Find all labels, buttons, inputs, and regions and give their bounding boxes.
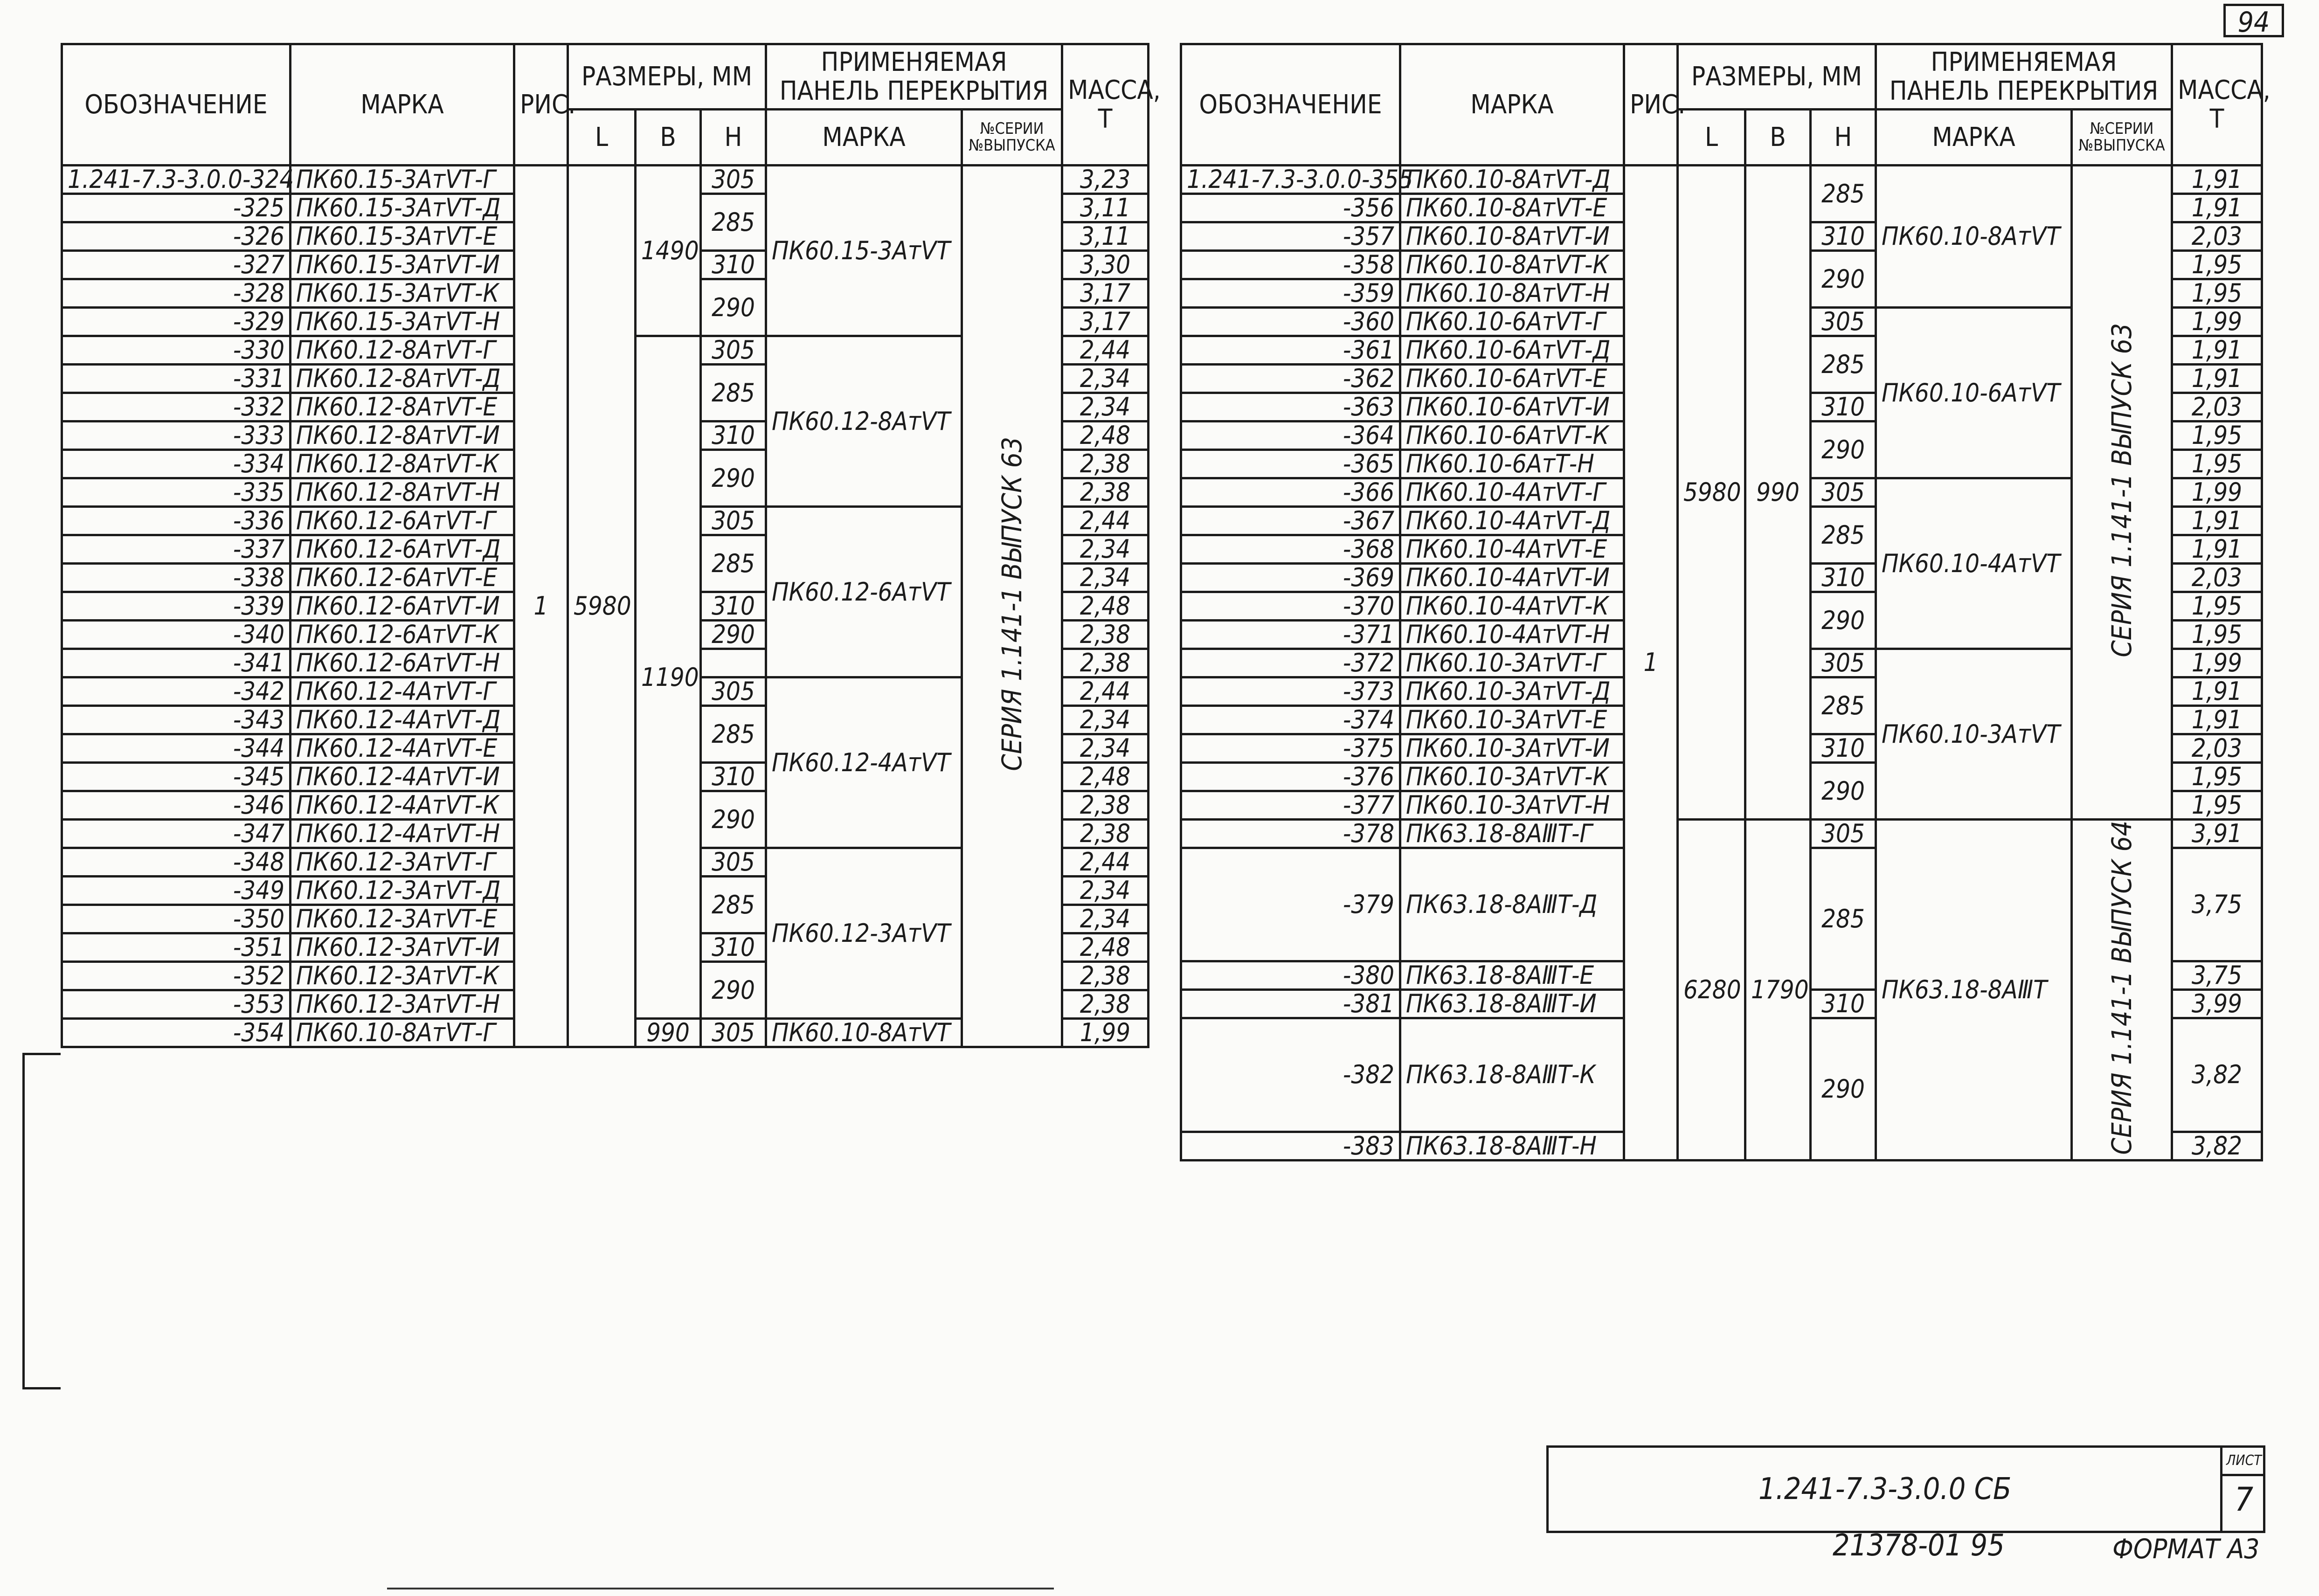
mark-cell: ПК60.10-8АтⅤТ-Н <box>1400 279 1624 308</box>
header-mass: МАССА, Т <box>1062 44 1149 166</box>
mark-cell: ПК60.10-8АтⅤТ-К <box>1400 251 1624 279</box>
page-number: 94 <box>2237 6 2270 39</box>
mark-cell: ПК60.10-3АтⅤТ-Г <box>1400 649 1624 677</box>
panel-mark-cell: ПК60.10-4АтⅤТ <box>1876 478 2072 649</box>
H-cell: 305 <box>1811 649 1876 677</box>
series-cell <box>2072 820 2172 1161</box>
mass-cell: 1,99 <box>2172 478 2262 507</box>
designation-cell: -335 <box>62 478 291 507</box>
mass-cell: 2,38 <box>1062 990 1149 1019</box>
mass-cell: 1,95 <box>2172 251 2262 279</box>
header-applied-panel: ПРИМЕНЯЕМАЯ ПАНЕЛЬ ПЕРЕКРЫТИЯ <box>766 44 1062 110</box>
table-row <box>1181 166 2262 194</box>
designation-cell: -338 <box>62 564 291 592</box>
mark-cell: ПК60.10-8АтⅤТ-Е <box>1400 194 1624 222</box>
mass-cell: 2,48 <box>1062 933 1149 962</box>
mass-cell: 2,03 <box>2172 734 2262 763</box>
designation-cell: -368 <box>1181 535 1400 564</box>
header-L: L <box>568 110 636 166</box>
H-cell: 285 <box>701 365 766 421</box>
H-cell: 290 <box>1811 1018 1876 1160</box>
B-cell: 1790 <box>1745 820 1811 1161</box>
mark-cell: ПК60.10-4АтⅤТ-Г <box>1400 478 1624 507</box>
mark-cell: ПК60.12-6АтⅤТ-И <box>291 592 514 621</box>
mass-cell: 2,34 <box>1062 393 1149 421</box>
panel-mark-cell: ПК60.10-8АтⅤТ <box>1876 166 2072 308</box>
B-cell: 1490 <box>636 166 701 336</box>
mass-cell: 3,30 <box>1062 251 1149 279</box>
H-cell: 290 <box>1811 763 1876 820</box>
mass-cell: 3,75 <box>2172 961 2262 990</box>
mark-cell: ПК60.12-6АтⅤТ-К <box>291 621 514 649</box>
designation-cell: -326 <box>62 222 291 251</box>
mass-cell: 2,03 <box>2172 393 2262 421</box>
doc-code: 1.241-7.3-3.0.0 СБ <box>1758 1472 2012 1506</box>
mass-cell: 2,38 <box>1062 621 1149 649</box>
designation-cell: -371 <box>1181 621 1400 649</box>
mark-cell: ПК63.18-8АⅢТ-К <box>1400 1018 1624 1132</box>
H-cell: 305 <box>701 166 766 194</box>
mark-cell: ПК60.12-4АтⅤТ-К <box>291 791 514 820</box>
designation-cell: -336 <box>62 507 291 535</box>
mass-cell: 1,91 <box>2172 507 2262 535</box>
H-cell: 290 <box>1811 421 1876 478</box>
mass-cell: 2,03 <box>2172 564 2262 592</box>
designation-cell: -328 <box>62 279 291 308</box>
mark-cell: ПК63.18-8АⅢТ-Г <box>1400 820 1624 848</box>
H-cell: 305 <box>701 507 766 535</box>
mass-cell: 2,38 <box>1062 820 1149 848</box>
header-sizes: РАЗМЕРЫ, ММ <box>568 44 766 110</box>
H-cell: 310 <box>701 592 766 621</box>
B-cell: 990 <box>1745 166 1811 820</box>
header-H-right: Н <box>1811 110 1876 166</box>
mark-cell: ПК60.12-6АтⅤТ-Г <box>291 507 514 535</box>
mark-cell: ПК60.10-8АтⅤТ-Г <box>291 1019 514 1047</box>
mark-cell: ПК60.12-3АтⅤТ-Г <box>291 848 514 877</box>
mass-cell: 2,48 <box>1062 421 1149 450</box>
mark-cell: ПК63.18-8АⅢТ-Е <box>1400 961 1624 990</box>
H-cell: 305 <box>701 1019 766 1047</box>
H-cell: 310 <box>1811 734 1876 763</box>
mark-cell: ПК63.18-8АⅢТ-Д <box>1400 848 1624 961</box>
H-cell: 310 <box>1811 222 1876 251</box>
H-cell: 285 <box>1811 677 1876 734</box>
mark-cell: ПК60.10-8АтⅤТ-И <box>1400 222 1624 251</box>
mass-cell: 1,95 <box>2172 450 2262 478</box>
designation-cell: -333 <box>62 421 291 450</box>
mark-cell: ПК60.10-3АтⅤТ-К <box>1400 763 1624 791</box>
mass-cell: 2,48 <box>1062 592 1149 621</box>
mass-cell: 1,95 <box>2172 763 2262 791</box>
mass-cell: 2,03 <box>2172 222 2262 251</box>
designation-cell: -325 <box>62 194 291 222</box>
designation-cell: -364 <box>1181 421 1400 450</box>
mass-cell: 2,34 <box>1062 905 1149 933</box>
header-H: Н <box>701 110 766 166</box>
designation-cell: -360 <box>1181 308 1400 336</box>
page-number-box <box>2223 4 2284 37</box>
left-spec-table <box>61 43 1161 1048</box>
H-cell: 310 <box>701 251 766 279</box>
panel-mark-cell: ПК60.12-4АтⅤТ <box>766 677 962 848</box>
designation-cell: -343 <box>62 706 291 734</box>
mass-cell: 3,17 <box>1062 279 1149 308</box>
mass-cell: 2,44 <box>1062 848 1149 877</box>
mass-cell: 1,91 <box>2172 677 2262 706</box>
mark-cell: ПК60.10-6АтⅤТ-Д <box>1400 336 1624 365</box>
H-cell: 290 <box>1811 251 1876 308</box>
mark-cell: ПК60.15-3АтⅤТ-Е <box>291 222 514 251</box>
table-row <box>1181 820 2262 848</box>
mark-cell: ПК60.10-3АтⅤТ-И <box>1400 734 1624 763</box>
designation-cell: -337 <box>62 535 291 564</box>
mark-cell: ПК63.18-8АⅢТ-И <box>1400 990 1624 1018</box>
mark-cell: ПК60.10-3АтⅤТ-Н <box>1400 791 1624 820</box>
mass-cell: 1,91 <box>2172 365 2262 393</box>
designation-cell: -378 <box>1181 820 1400 848</box>
designation-cell: -345 <box>62 763 291 791</box>
panel-mark-cell: ПК60.12-6АтⅤТ <box>766 507 962 677</box>
designation-cell: -329 <box>62 308 291 336</box>
H-cell: 290 <box>701 279 766 336</box>
H-cell: 285 <box>1811 507 1876 564</box>
H-cell: 285 <box>1811 336 1876 393</box>
H-cell: 290 <box>701 791 766 848</box>
H-cell: 285 <box>701 706 766 763</box>
designation-cell: -346 <box>62 791 291 820</box>
designation-cell: -331 <box>62 365 291 393</box>
designation-cell: -332 <box>62 393 291 421</box>
H-cell: 305 <box>701 677 766 706</box>
mark-cell: ПК60.10-4АтⅤТ-Н <box>1400 621 1624 649</box>
mark-cell: ПК60.15-3АтⅤТ-Д <box>291 194 514 222</box>
designation-cell: -347 <box>62 820 291 848</box>
mark-cell: ПК60.10-6АтТ-Н <box>1400 450 1624 478</box>
header-applied-panel-right: ПРИМЕНЯЕМАЯ ПАНЕЛЬ ПЕРЕКРЫТИЯ <box>1876 44 2172 110</box>
H-cell: 305 <box>1811 478 1876 507</box>
mass-cell: 3,11 <box>1062 222 1149 251</box>
bottom-rule <box>387 1588 1054 1589</box>
designation-cell: -357 <box>1181 222 1400 251</box>
mark-cell: ПК60.10-4АтⅤТ-И <box>1400 564 1624 592</box>
designation-cell: -358 <box>1181 251 1400 279</box>
H-cell: 285 <box>1811 166 1876 222</box>
H-cell: 285 <box>701 877 766 933</box>
mass-cell: 2,38 <box>1062 450 1149 478</box>
B-cell: 1190 <box>636 336 701 1019</box>
designation-cell: -380 <box>1181 961 1400 990</box>
mass-cell: 1,91 <box>2172 535 2262 564</box>
margin-bracket-tick <box>22 1053 61 1055</box>
designation-cell: -349 <box>62 877 291 905</box>
panel-mark-cell: ПК60.10-6АтⅤТ <box>1876 308 2072 478</box>
header-designation: ОБОЗНАЧЕНИЕ <box>62 44 291 166</box>
designation-cell: -370 <box>1181 592 1400 621</box>
designation-cell: 1.241-7.3-3.0.0-324 <box>62 166 291 194</box>
B-cell: 990 <box>636 1019 701 1047</box>
mass-cell: 2,38 <box>1062 791 1149 820</box>
mark-cell: ПК60.12-3АтⅤТ-Д <box>291 877 514 905</box>
mass-cell: 2,38 <box>1062 478 1149 507</box>
fig-cell: 1 <box>514 166 568 1047</box>
mass-cell: 3,23 <box>1062 166 1149 194</box>
mark-cell: ПК60.12-8АтⅤТ-Д <box>291 365 514 393</box>
mark-cell: ПК60.12-4АтⅤТ-Е <box>291 734 514 763</box>
series-cell <box>2072 166 2172 820</box>
mass-cell: 2,34 <box>1062 734 1149 763</box>
H-cell: 285 <box>1811 848 1876 990</box>
mark-cell: ПК60.12-6АтⅤТ-Е <box>291 564 514 592</box>
mass-cell: 3,75 <box>2172 848 2262 961</box>
series-label: СЕРИЯ 1.141-1 ВЫПУСК 63 <box>2105 323 2138 657</box>
fig-cell: 1 <box>1624 166 1678 1161</box>
mark-cell: ПК60.12-8АтⅤТ-Н <box>291 478 514 507</box>
mark-cell: ПК60.12-4АтⅤТ-Д <box>291 706 514 734</box>
H-cell: 305 <box>701 848 766 877</box>
mass-cell: 3,99 <box>2172 990 2262 1018</box>
mass-cell: 3,17 <box>1062 308 1149 336</box>
designation-cell: -342 <box>62 677 291 706</box>
sheet-cell <box>2220 1448 2265 1531</box>
designation-cell: -374 <box>1181 706 1400 734</box>
header-fig: РИС. <box>514 44 568 166</box>
inventory-number: 21378-01 95 <box>1833 1528 2005 1563</box>
designation-cell: -353 <box>62 990 291 1019</box>
mass-cell: 1,99 <box>1062 1019 1149 1047</box>
mass-cell: 2,44 <box>1062 336 1149 365</box>
mark-cell: ПК60.10-4АтⅤТ-Е <box>1400 535 1624 564</box>
mark-cell: ПК60.10-4АтⅤТ-К <box>1400 592 1624 621</box>
header-series-issue-right: №СЕРИИ №ВЫПУСКА <box>2072 110 2172 166</box>
designation-cell: -379 <box>1181 848 1400 961</box>
mark-cell: ПК60.12-3АтⅤТ-Е <box>291 905 514 933</box>
margin-bracket-line <box>22 1053 25 1389</box>
designation-cell: -383 <box>1181 1132 1400 1160</box>
designation-cell: -354 <box>62 1019 291 1047</box>
mass-cell: 1,99 <box>2172 649 2262 677</box>
mass-cell: 2,34 <box>1062 564 1149 592</box>
mass-cell: 2,34 <box>1062 365 1149 393</box>
H-cell: 310 <box>1811 564 1876 592</box>
designation-cell: -363 <box>1181 393 1400 421</box>
mark-cell: ПК60.12-4АтⅤТ-И <box>291 763 514 791</box>
designation-cell: -330 <box>62 336 291 365</box>
designation-cell: -369 <box>1181 564 1400 592</box>
mark-cell: ПК60.12-8АтⅤТ-И <box>291 421 514 450</box>
series-label: СЕРИЯ 1.141-1 ВЫПУСК 64 <box>2105 821 2138 1155</box>
header-mark: МАРКА <box>291 44 514 166</box>
H-cell: 310 <box>701 421 766 450</box>
H-cell: 305 <box>701 336 766 365</box>
H-cell <box>701 649 766 677</box>
mark-cell: ПК60.10-6АтⅤТ-Г <box>1400 308 1624 336</box>
designation-cell: -344 <box>62 734 291 763</box>
mark-cell: ПК60.10-4АтⅤТ-Д <box>1400 507 1624 535</box>
format-label: ФОРМАТ А3 <box>2112 1533 2260 1565</box>
sheet-label: ЛИСТ <box>2222 1448 2265 1476</box>
title-block <box>1546 1445 2265 1533</box>
mass-cell: 1,95 <box>2172 592 2262 621</box>
H-cell: 285 <box>701 535 766 592</box>
mark-cell: ПК60.10-8АтⅤТ-Д <box>1400 166 1624 194</box>
mark-cell: ПК60.10-6АтⅤТ-Е <box>1400 365 1624 393</box>
designation-cell: -372 <box>1181 649 1400 677</box>
mark-cell: ПК60.15-3АтⅤТ-И <box>291 251 514 279</box>
mark-cell: ПК60.10-3АтⅤТ-Е <box>1400 706 1624 734</box>
mark-cell: ПК60.12-8АтⅤТ-К <box>291 450 514 478</box>
H-cell: 290 <box>701 621 766 649</box>
designation-cell: -377 <box>1181 791 1400 820</box>
mark-cell: ПК60.10-6АтⅤТ-И <box>1400 393 1624 421</box>
right-spec-table <box>1180 43 2271 1161</box>
designation-cell: -359 <box>1181 279 1400 308</box>
mark-cell: ПК60.12-8АтⅤТ-Г <box>291 336 514 365</box>
mark-cell: ПК60.15-3АтⅤТ-Г <box>291 166 514 194</box>
mark-cell: ПК60.12-4АтⅤТ-Н <box>291 820 514 848</box>
mass-cell: 2,34 <box>1062 706 1149 734</box>
header-B-right: В <box>1745 110 1811 166</box>
H-cell: 305 <box>1811 820 1876 848</box>
panel-mark-cell: ПК60.10-8АтⅤТ <box>766 1019 962 1047</box>
mark-cell: ПК60.10-3АтⅤТ-Д <box>1400 677 1624 706</box>
mass-cell: 2,44 <box>1062 507 1149 535</box>
H-cell: 310 <box>1811 990 1876 1018</box>
mark-cell: ПК60.12-6АтⅤТ-Д <box>291 535 514 564</box>
header-mass-right: МАССА, Т <box>2172 44 2262 166</box>
designation-cell: -339 <box>62 592 291 621</box>
sheet-number: 7 <box>2234 1480 2254 1519</box>
header-sizes-right: РАЗМЕРЫ, ММ <box>1678 44 1876 110</box>
designation-cell: -365 <box>1181 450 1400 478</box>
designation-cell: -361 <box>1181 336 1400 365</box>
panel-mark-cell: ПК60.10-3АтⅤТ <box>1876 649 2072 820</box>
mass-cell: 2,38 <box>1062 962 1149 990</box>
mass-cell: 1,95 <box>2172 421 2262 450</box>
designation-cell: -366 <box>1181 478 1400 507</box>
mass-cell: 1,99 <box>2172 308 2262 336</box>
mass-cell: 1,91 <box>2172 336 2262 365</box>
mark-cell: ПК60.15-3АтⅤТ-Н <box>291 308 514 336</box>
H-cell: 290 <box>701 450 766 507</box>
mark-cell: ПК60.12-3АтⅤТ-Н <box>291 990 514 1019</box>
mark-cell: ПК60.12-6АтⅤТ-Н <box>291 649 514 677</box>
H-cell: 310 <box>701 763 766 791</box>
designation-cell: -341 <box>62 649 291 677</box>
header-fig-right: РИС. <box>1624 44 1678 166</box>
designation-cell: -376 <box>1181 763 1400 791</box>
header-mark-right: МАРКА <box>1400 44 1624 166</box>
mass-cell: 1,91 <box>2172 706 2262 734</box>
margin-bracket-tick <box>22 1387 61 1389</box>
mass-cell: 1,91 <box>2172 194 2262 222</box>
series-label: СЕРИЯ 1.141-1 ВЫПУСК 63 <box>996 437 1028 771</box>
designation-cell: -381 <box>1181 990 1400 1018</box>
header-L-right: L <box>1678 110 1745 166</box>
mass-cell: 2,44 <box>1062 677 1149 706</box>
series-cell <box>962 166 1062 1047</box>
designation-cell: -367 <box>1181 507 1400 535</box>
L-cell: 5980 <box>568 166 636 1047</box>
mass-cell: 3,82 <box>2172 1132 2262 1160</box>
designation-cell: -348 <box>62 848 291 877</box>
H-cell: 285 <box>701 194 766 251</box>
H-cell: 290 <box>701 962 766 1019</box>
header-series-issue: №СЕРИИ №ВЫПУСКА <box>962 110 1062 166</box>
mark-cell: ПК63.18-8АⅢТ-Н <box>1400 1132 1624 1160</box>
L-cell: 6280 <box>1678 820 1745 1161</box>
designation-cell: -373 <box>1181 677 1400 706</box>
panel-mark-cell: ПК63.18-8АⅢТ <box>1876 820 2072 1161</box>
designation-cell: -382 <box>1181 1018 1400 1132</box>
designation-cell: -334 <box>62 450 291 478</box>
mark-cell: ПК60.12-8АтⅤТ-Е <box>291 393 514 421</box>
mark-cell: ПК60.10-6АтⅤТ-К <box>1400 421 1624 450</box>
mass-cell: 2,48 <box>1062 763 1149 791</box>
mass-cell: 1,91 <box>2172 166 2262 194</box>
designation-cell: -352 <box>62 962 291 990</box>
designation-cell: -375 <box>1181 734 1400 763</box>
panel-mark-cell: ПК60.12-8АтⅤТ <box>766 336 962 507</box>
H-cell: 310 <box>701 933 766 962</box>
mass-cell: 1,95 <box>2172 791 2262 820</box>
H-cell: 310 <box>1811 393 1876 421</box>
mass-cell: 2,34 <box>1062 877 1149 905</box>
mass-cell: 2,38 <box>1062 649 1149 677</box>
mass-cell: 2,34 <box>1062 535 1149 564</box>
L-cell: 5980 <box>1678 166 1745 820</box>
designation-cell: -351 <box>62 933 291 962</box>
mark-cell: ПК60.15-3АтⅤТ-К <box>291 279 514 308</box>
designation-cell: -362 <box>1181 365 1400 393</box>
H-cell: 290 <box>1811 592 1876 649</box>
mark-cell: ПК60.12-4АтⅤТ-Г <box>291 677 514 706</box>
designation-cell: -327 <box>62 251 291 279</box>
panel-mark-cell: ПК60.12-3АтⅤТ <box>766 848 962 1019</box>
designation-cell: -350 <box>62 905 291 933</box>
header-panel-mark-right: МАРКА <box>1876 110 2072 166</box>
mass-cell: 1,95 <box>2172 621 2262 649</box>
table-row <box>62 166 1149 194</box>
mark-cell: ПК60.12-3АтⅤТ-К <box>291 962 514 990</box>
designation-cell: -340 <box>62 621 291 649</box>
designation-cell: -356 <box>1181 194 1400 222</box>
mass-cell: 3,11 <box>1062 194 1149 222</box>
header-B: В <box>636 110 701 166</box>
panel-mark-cell: ПК60.15-3АтⅤТ <box>766 166 962 336</box>
mass-cell: 3,82 <box>2172 1018 2262 1132</box>
H-cell: 305 <box>1811 308 1876 336</box>
header-panel-mark: МАРКА <box>766 110 962 166</box>
header-designation-right: ОБОЗНАЧЕНИЕ <box>1181 44 1400 166</box>
mark-cell: ПК60.12-3АтⅤТ-И <box>291 933 514 962</box>
designation-cell: 1.241-7.3-3.0.0-355 <box>1181 166 1400 194</box>
mass-cell: 1,95 <box>2172 279 2262 308</box>
mass-cell: 3,91 <box>2172 820 2262 848</box>
